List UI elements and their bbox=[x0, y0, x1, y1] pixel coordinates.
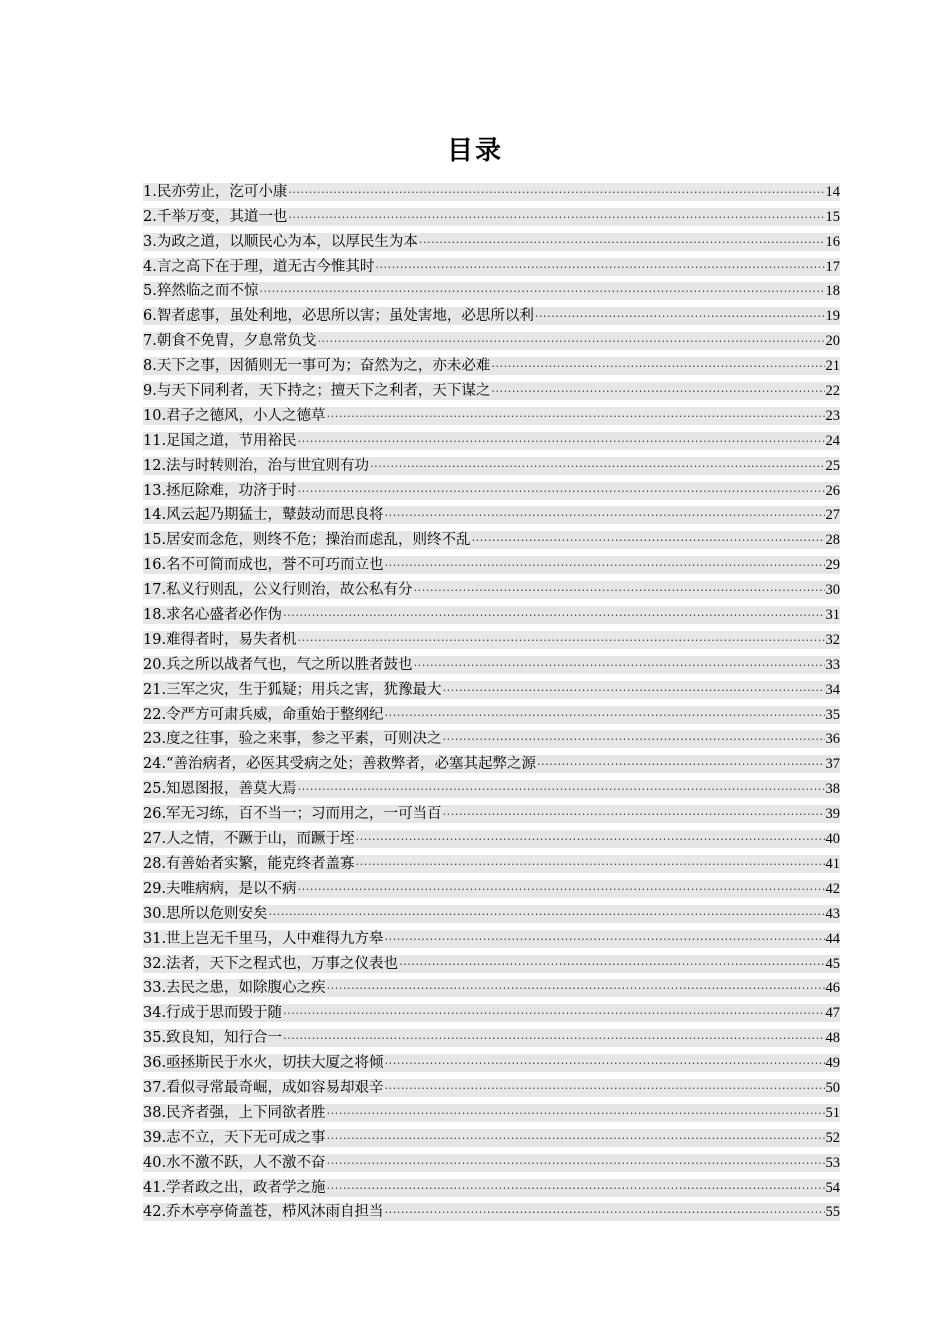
toc-entry[interactable] bbox=[143, 400, 840, 425]
toc-entry[interactable] bbox=[143, 1097, 840, 1122]
dot-leader bbox=[472, 531, 825, 549]
dot-leader bbox=[283, 1029, 824, 1047]
toc-entry-title: 1.民亦劳止，汔可小康 bbox=[143, 183, 288, 200]
toc-entry-title: 13.拯厄除难，功济于时 bbox=[143, 482, 297, 499]
toc-entry-title: 30.思所以危则安矣 bbox=[143, 905, 268, 922]
dot-leader bbox=[288, 208, 824, 226]
toc-entry[interactable] bbox=[143, 848, 840, 873]
dot-leader bbox=[298, 780, 825, 798]
toc-entry[interactable] bbox=[143, 1122, 840, 1147]
toc-entry-page-number: 22 bbox=[825, 383, 840, 400]
toc-entry[interactable] bbox=[143, 798, 840, 823]
dot-leader bbox=[356, 855, 825, 873]
toc-entry-highlight bbox=[143, 780, 840, 798]
toc-entry-page-number: 18 bbox=[825, 283, 840, 300]
toc-entry-title: 38.民齐者强，上下同欲者胜 bbox=[143, 1104, 326, 1121]
dot-leader bbox=[537, 755, 825, 773]
dot-leader bbox=[385, 1079, 825, 1097]
toc-entry-title: 23.度之往事，验之来事，参之平素，可则决之 bbox=[143, 731, 442, 748]
toc-entry-page-number: 17 bbox=[825, 258, 840, 275]
dot-leader bbox=[327, 1179, 825, 1197]
toc-entry[interactable] bbox=[143, 176, 840, 201]
dot-leader bbox=[327, 979, 825, 997]
toc-entry-title: 15.居安而念危，则终不危；操治而虑乱，则终不乱 bbox=[143, 532, 471, 549]
toc-entry-page-number: 24 bbox=[825, 432, 840, 449]
toc-entry-highlight bbox=[143, 432, 840, 450]
toc-entry-title: 22.令严方可肃兵威，命重始于整纲纪 bbox=[143, 706, 384, 723]
dot-leader bbox=[298, 482, 825, 500]
dot-leader bbox=[414, 581, 825, 599]
toc-entry-title: 17.私义行则乱，公义行则治，故公私有分 bbox=[143, 582, 413, 599]
toc-entry-title: 35.致良知，知行合一 bbox=[143, 1030, 283, 1047]
toc-entry-title: 33.去民之患，如除腹心之疾 bbox=[143, 980, 326, 997]
toc-entry-page-number: 51 bbox=[825, 1104, 840, 1121]
toc-entry-page-number: 14 bbox=[825, 183, 840, 200]
toc-entry-page-number: 42 bbox=[825, 880, 840, 897]
toc-entry-page-number: 39 bbox=[825, 806, 840, 823]
dot-leader bbox=[399, 955, 824, 973]
toc-entry-page-number: 45 bbox=[825, 955, 840, 972]
toc-entry[interactable] bbox=[143, 549, 840, 574]
toc-entry-highlight bbox=[143, 382, 840, 400]
toc-entry[interactable] bbox=[143, 524, 840, 549]
dot-leader bbox=[356, 830, 825, 848]
toc-entry-title: 2.千举万变，其道一也 bbox=[143, 208, 288, 225]
toc-entry[interactable] bbox=[143, 325, 840, 350]
page-title: 目录 bbox=[446, 136, 503, 166]
toc-entry-highlight bbox=[143, 258, 840, 276]
toc-entry[interactable] bbox=[143, 475, 840, 500]
toc-entry[interactable] bbox=[143, 574, 840, 599]
toc-entry-title: 31.世上岂无千里马，人中难得九方皋 bbox=[143, 930, 384, 947]
toc-entry-highlight bbox=[143, 905, 840, 923]
dot-leader bbox=[385, 556, 825, 574]
toc-entry-highlight bbox=[143, 357, 840, 375]
toc-entry[interactable] bbox=[143, 276, 840, 301]
dot-leader bbox=[443, 681, 825, 699]
dot-leader bbox=[283, 606, 824, 624]
toc-entry-highlight bbox=[143, 681, 840, 699]
toc-entry-highlight bbox=[143, 979, 840, 997]
toc-entry-page-number: 15 bbox=[825, 208, 840, 225]
toc-entry[interactable] bbox=[143, 624, 840, 649]
dot-leader bbox=[385, 930, 825, 948]
toc-entry-page-number: 16 bbox=[825, 233, 840, 250]
toc-entry-highlight bbox=[143, 1179, 840, 1197]
toc-entry-highlight bbox=[143, 1004, 840, 1022]
dot-leader bbox=[298, 631, 825, 649]
dot-leader bbox=[298, 880, 825, 898]
toc-entry-highlight bbox=[143, 482, 840, 500]
dot-leader bbox=[375, 258, 824, 276]
toc-entry-highlight bbox=[143, 1079, 840, 1097]
dot-leader bbox=[535, 307, 825, 325]
toc-entry-highlight bbox=[143, 1129, 840, 1147]
toc-entry-title: 37.看似寻常最奇崛，成如容易却艰辛 bbox=[143, 1079, 384, 1096]
dot-leader bbox=[370, 457, 824, 475]
toc-entry-page-number: 46 bbox=[825, 980, 840, 997]
toc-entry-title: 5.猝然临之而不惊 bbox=[143, 283, 259, 300]
toc-entry[interactable] bbox=[143, 724, 840, 749]
dot-leader bbox=[327, 1154, 825, 1172]
toc-entry-title: 18.求名心盛者必作伪 bbox=[143, 607, 283, 624]
toc-entry[interactable] bbox=[143, 1172, 840, 1197]
toc-entry[interactable] bbox=[143, 973, 840, 998]
toc-entry-title: 25.知恩图报，善莫大焉 bbox=[143, 781, 297, 798]
toc-entry-title: 14.风云起乃期猛士，鼙鼓动而思良将 bbox=[143, 507, 384, 524]
dot-leader bbox=[269, 905, 825, 923]
toc-entry-page-number: 38 bbox=[825, 781, 840, 798]
toc-entry-title: 9.与天下同利者，天下持之；擅天下之利者，天下谋之 bbox=[143, 383, 491, 400]
toc-entry-title: 8.天下之事，因循则无一事可为；奋然为之，亦未必难 bbox=[143, 358, 491, 375]
toc-entry-page-number: 52 bbox=[825, 1129, 840, 1146]
toc-entry-highlight bbox=[143, 1203, 840, 1221]
toc-entry-highlight bbox=[143, 531, 840, 549]
toc-entry-page-number: 55 bbox=[825, 1204, 840, 1221]
dot-leader bbox=[283, 1004, 824, 1022]
toc-entry-page-number: 34 bbox=[825, 681, 840, 698]
toc-entry-highlight bbox=[143, 183, 840, 201]
toc-entry-highlight bbox=[143, 1154, 840, 1172]
dot-leader bbox=[491, 382, 824, 400]
toc-entry-page-number: 48 bbox=[825, 1030, 840, 1047]
toc-entry-page-number: 28 bbox=[825, 532, 840, 549]
toc-entry-page-number: 32 bbox=[825, 631, 840, 648]
toc-entry-page-number: 43 bbox=[825, 905, 840, 922]
toc-entry-highlight bbox=[143, 880, 840, 898]
toc-entry-page-number: 29 bbox=[825, 557, 840, 574]
toc-entry[interactable] bbox=[143, 1072, 840, 1097]
toc-entry-highlight bbox=[143, 730, 840, 748]
toc-entry-page-number: 23 bbox=[825, 407, 840, 424]
toc-entry-title: 40.水不激不跃，人不激不奋 bbox=[143, 1154, 326, 1171]
toc-entry-page-number: 19 bbox=[825, 308, 840, 325]
toc-entry[interactable] bbox=[143, 226, 840, 251]
toc-entry-highlight bbox=[143, 631, 840, 649]
toc-entry-title: 11.足国之道，节用裕民 bbox=[143, 432, 297, 449]
table-of-contents bbox=[143, 176, 840, 1221]
toc-entry-title: 26.军无习练，百不当一；习而用之，一可当百 bbox=[143, 806, 442, 823]
toc-entry-page-number: 54 bbox=[825, 1179, 840, 1196]
toc-entry[interactable] bbox=[143, 1147, 840, 1172]
toc-entry[interactable] bbox=[143, 375, 840, 400]
toc-entry[interactable] bbox=[143, 450, 840, 475]
toc-entry-highlight bbox=[143, 805, 840, 823]
toc-entry-highlight bbox=[143, 855, 840, 873]
toc-entry-page-number: 30 bbox=[825, 582, 840, 599]
dot-leader bbox=[385, 706, 825, 724]
toc-entry-title: 41.学者政之出，政者学之施 bbox=[143, 1179, 326, 1196]
toc-entry[interactable] bbox=[143, 1022, 840, 1047]
toc-entry-title: 27.人之情，不蹶于山，而蹶于垤 bbox=[143, 831, 355, 848]
toc-entry-page-number: 53 bbox=[825, 1154, 840, 1171]
toc-entry-page-number: 26 bbox=[825, 482, 840, 499]
toc-entry-highlight bbox=[143, 606, 840, 624]
dot-leader bbox=[327, 1104, 825, 1122]
toc-entry-page-number: 40 bbox=[825, 831, 840, 848]
toc-entry-highlight bbox=[143, 656, 840, 674]
toc-entry[interactable] bbox=[143, 699, 840, 724]
dot-leader bbox=[298, 432, 825, 450]
dot-leader bbox=[327, 1129, 825, 1147]
dot-leader bbox=[385, 1054, 825, 1072]
toc-entry-title: 3.为政之道，以顺民心为本，以厚民生为本 bbox=[143, 233, 418, 250]
toc-entry-page-number: 20 bbox=[825, 333, 840, 350]
toc-entry[interactable] bbox=[143, 923, 840, 948]
toc-entry-highlight bbox=[143, 930, 840, 948]
toc-entry-page-number: 37 bbox=[825, 756, 840, 773]
dot-leader bbox=[259, 282, 824, 300]
dot-leader bbox=[443, 805, 825, 823]
toc-entry[interactable] bbox=[143, 873, 840, 898]
toc-entry[interactable] bbox=[143, 251, 840, 276]
toc-entry[interactable] bbox=[143, 350, 840, 375]
toc-entry-highlight bbox=[143, 955, 840, 973]
toc-entry-highlight bbox=[143, 233, 840, 251]
toc-entry-page-number: 27 bbox=[825, 507, 840, 524]
toc-entry-page-number: 25 bbox=[825, 457, 840, 474]
toc-entry[interactable] bbox=[143, 748, 840, 773]
toc-entry-highlight bbox=[143, 307, 840, 325]
toc-entry-page-number: 35 bbox=[825, 706, 840, 723]
toc-entry-page-number: 50 bbox=[825, 1079, 840, 1096]
toc-entry[interactable] bbox=[143, 425, 840, 450]
toc-entry-title: 39.志不立，天下无可成之事 bbox=[143, 1129, 326, 1146]
toc-entry-page-number: 41 bbox=[825, 855, 840, 872]
toc-entry-page-number: 47 bbox=[825, 1005, 840, 1022]
toc-entry[interactable] bbox=[143, 599, 840, 624]
toc-entry-title: 12.法与时转则治，治与世宜则有功 bbox=[143, 457, 370, 474]
toc-entry[interactable] bbox=[143, 500, 840, 525]
toc-entry[interactable] bbox=[143, 773, 840, 798]
toc-entry-title: 19.难得者时，易失者机 bbox=[143, 631, 297, 648]
dot-leader bbox=[317, 332, 824, 350]
toc-entry[interactable] bbox=[143, 674, 840, 699]
dot-leader bbox=[385, 506, 825, 524]
dot-leader bbox=[288, 183, 824, 201]
toc-entry[interactable] bbox=[143, 1197, 840, 1222]
toc-entry-highlight bbox=[143, 282, 840, 300]
toc-entry-highlight bbox=[143, 830, 840, 848]
toc-entry-page-number: 44 bbox=[825, 930, 840, 947]
toc-entry[interactable] bbox=[143, 997, 840, 1022]
toc-entry[interactable] bbox=[143, 649, 840, 674]
toc-entry-title: 36.亟拯斯民于水火，切扶大厦之将倾 bbox=[143, 1055, 384, 1072]
toc-entry-highlight bbox=[143, 506, 840, 524]
toc-entry-title: 21.三军之灾，生于狐疑；用兵之害，犹豫最大 bbox=[143, 681, 442, 698]
dot-leader bbox=[419, 233, 825, 251]
dot-leader bbox=[443, 730, 825, 748]
toc-entry-highlight bbox=[143, 1054, 840, 1072]
toc-entry-highlight bbox=[143, 1029, 840, 1047]
toc-entry-page-number: 49 bbox=[825, 1055, 840, 1072]
toc-entry[interactable] bbox=[143, 898, 840, 923]
toc-entry-title: 28.有善始者实繁，能克终者盖寡 bbox=[143, 855, 355, 872]
toc-entry-highlight bbox=[143, 208, 840, 226]
toc-entry-title: 32.法者，天下之程式也，万事之仪表也 bbox=[143, 955, 399, 972]
toc-entry-page-number: 31 bbox=[825, 607, 840, 624]
toc-entry[interactable] bbox=[143, 201, 840, 226]
toc-entry-highlight bbox=[143, 556, 840, 574]
dot-leader bbox=[385, 1203, 825, 1221]
toc-entry-title: 4.言之高下在于理，道无古今惟其时 bbox=[143, 258, 375, 275]
toc-entry-highlight bbox=[143, 706, 840, 724]
toc-entry-title: 29.夫唯病病，是以不病 bbox=[143, 880, 297, 897]
dot-leader bbox=[414, 656, 825, 674]
toc-entry-highlight bbox=[143, 581, 840, 599]
toc-entry-title: 24.“善治病者，必医其受病之处；善救弊者，必塞其起弊之源 bbox=[143, 756, 536, 773]
toc-entry-page-number: 33 bbox=[825, 656, 840, 673]
dot-leader bbox=[327, 407, 825, 425]
toc-entry-title: 20.兵之所以战者气也，气之所以胜者鼓也 bbox=[143, 656, 413, 673]
toc-entry-title: 7.朝食不免胄，夕息常负戈 bbox=[143, 333, 317, 350]
toc-entry[interactable] bbox=[143, 1047, 840, 1072]
toc-entry-highlight bbox=[143, 332, 840, 350]
toc-entry-title: 6.智者虑事，虽处利地，必思所以害；虽处害地，必思所以利 bbox=[143, 308, 534, 325]
toc-entry-page-number: 36 bbox=[825, 731, 840, 748]
toc-entry-highlight bbox=[143, 755, 840, 773]
toc-entry[interactable] bbox=[143, 823, 840, 848]
toc-entry-title: 16.名不可简而成也，誉不可巧而立也 bbox=[143, 557, 384, 574]
toc-entry[interactable] bbox=[143, 300, 840, 325]
toc-entry-highlight bbox=[143, 457, 840, 475]
toc-entry-title: 42.乔木亭亭倚盖苍，栉风沐雨自担当 bbox=[143, 1204, 384, 1221]
toc-entry-title: 10.君子之德风，小人之德草 bbox=[143, 407, 326, 424]
toc-entry[interactable] bbox=[143, 948, 840, 973]
toc-entry-title: 34.行成于思而毁于随 bbox=[143, 1005, 283, 1022]
toc-entry-highlight bbox=[143, 407, 840, 425]
toc-entry-highlight bbox=[143, 1104, 840, 1122]
dot-leader bbox=[491, 357, 824, 375]
toc-entry-page-number: 21 bbox=[825, 358, 840, 375]
